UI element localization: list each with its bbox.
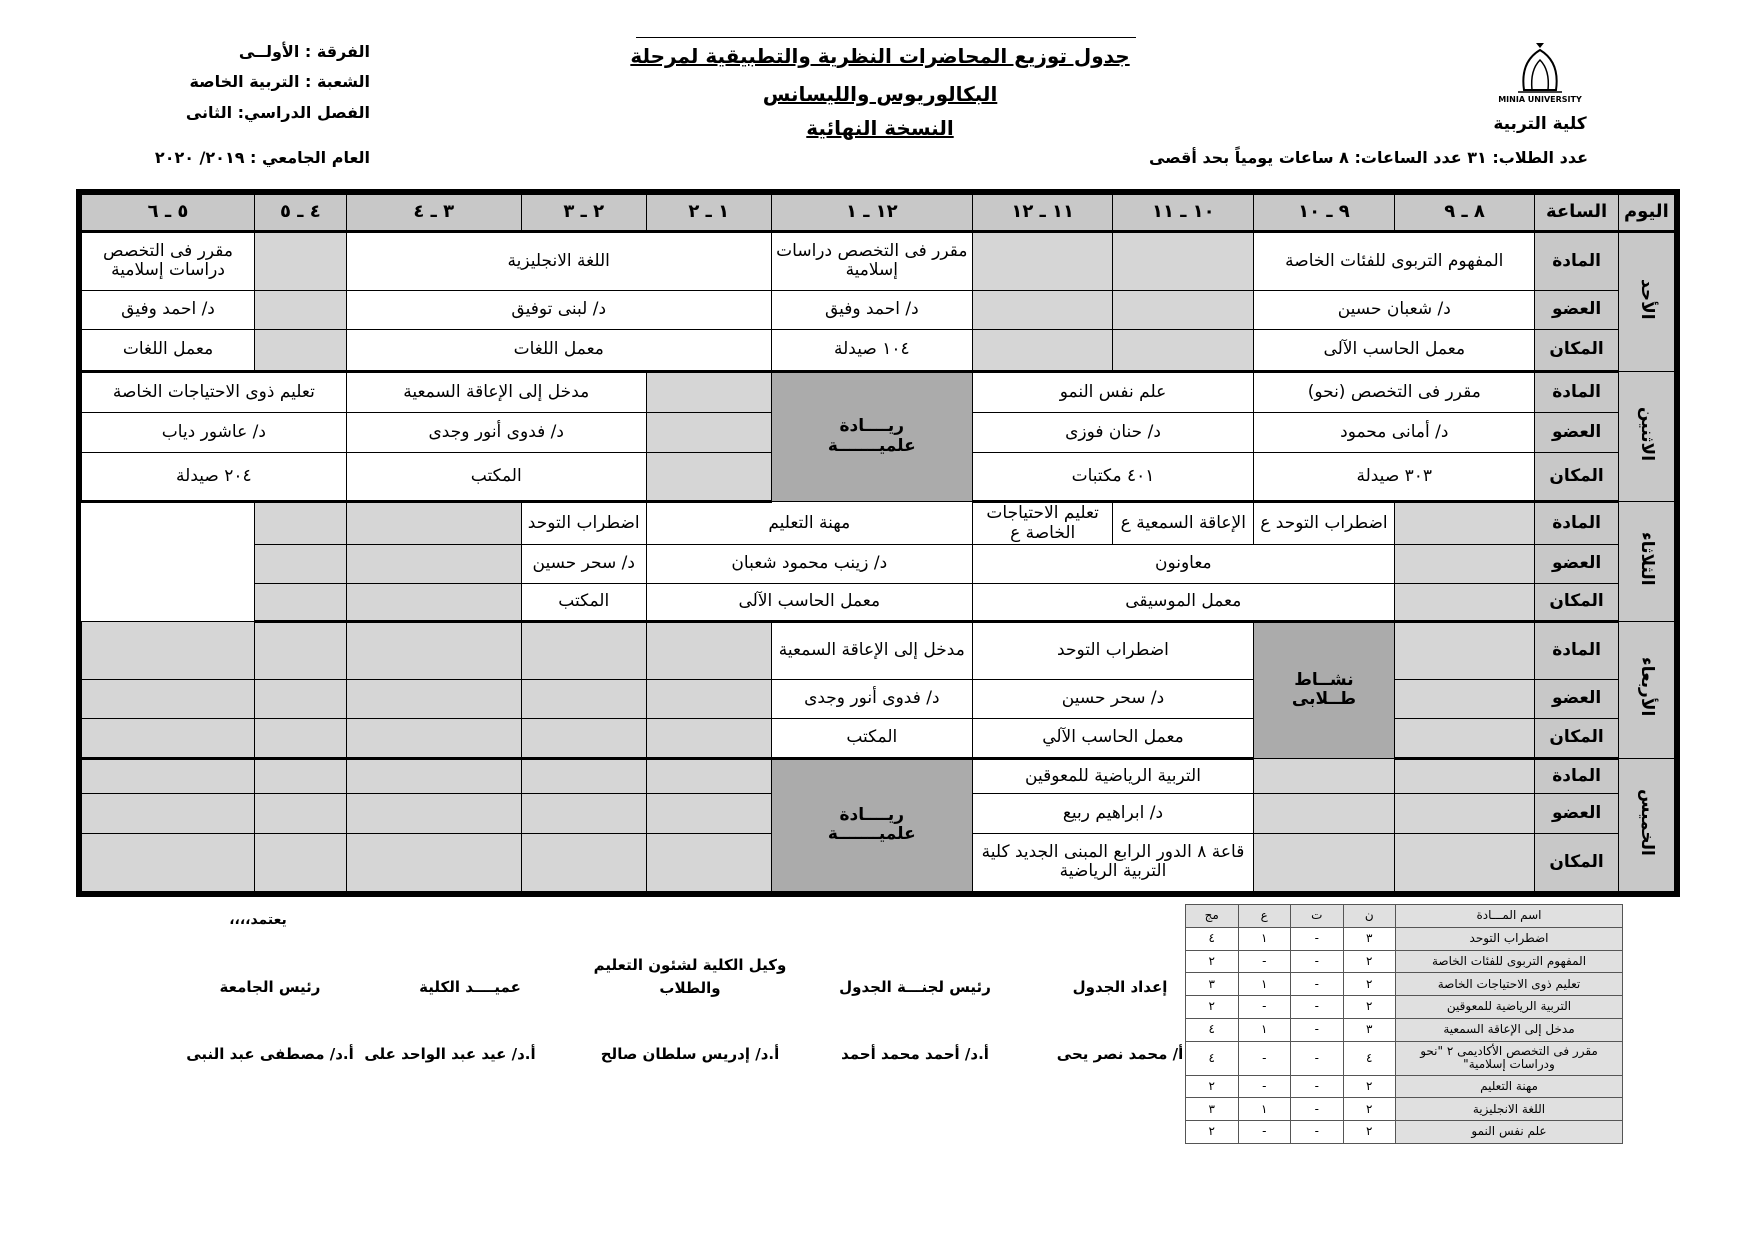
mon-member-3: د/ فدوى أنور وجدى — [346, 413, 646, 452]
empty-cell — [255, 621, 347, 679]
empty-cell — [82, 621, 255, 679]
empty-cell — [1394, 584, 1535, 621]
name-dean: أ.د/ عيد عبد الواحد على — [364, 1045, 536, 1063]
empty-cell — [646, 413, 771, 452]
empty-cell — [1394, 502, 1535, 545]
mon-place-1: ٣٠٣ صيدلة — [1254, 452, 1535, 502]
label-subject: المادة — [1535, 371, 1618, 413]
role-vice-dean: وكيل الكلية لشئون التعليم والطلاب — [593, 956, 787, 998]
empty-cell — [646, 680, 771, 719]
empty-cell — [82, 833, 255, 891]
col-3-4: ٣ ـ ٤ — [346, 195, 521, 232]
col-10-11: ١٠ ـ ١١ — [1113, 195, 1254, 232]
sun-place-3: معمل اللغات — [346, 329, 771, 371]
empty-cell — [1113, 290, 1254, 329]
sun-subject-3: اللغة الانجليزية — [346, 232, 771, 290]
sun-place-2: ١٠٤ صيدلة — [771, 329, 972, 371]
credit-row: التربية الرياضية للمعوقين ٢ - - ٢ — [1186, 996, 1623, 1019]
empty-cell — [1254, 758, 1395, 793]
label-subject: المادة — [1535, 758, 1618, 793]
col-5-6: ٥ ـ ٦ — [82, 195, 255, 232]
name-committee-head: أ.د/ أحمد محمد أحمد — [841, 1045, 989, 1063]
col-12-1: ١٢ ـ ١ — [771, 195, 972, 232]
sun-member-4: د/ احمد وفيق — [82, 290, 255, 329]
day-monday: الاثنين — [1618, 371, 1674, 502]
mon-subject-3: مدخل إلى الإعاقة السمعية — [346, 371, 646, 413]
tue-member-4: د/ زينب محمود شعبان — [646, 545, 972, 584]
wed-place-1: معمل الحاسب الآلي — [972, 719, 1253, 758]
title-rule — [636, 37, 1136, 38]
empty-cell — [521, 680, 646, 719]
tue-place-123: معمل الموسيقى — [972, 584, 1394, 621]
label-place: المكان — [1535, 719, 1618, 758]
sun-subject-2: مقرر فى التخصص دراسات إسلامية — [771, 232, 972, 290]
empty-cell — [972, 329, 1113, 371]
credit-row: مدخل إلى الإعاقة السمعية ٣ - ١ ٤ — [1186, 1018, 1623, 1041]
label-member: العضو — [1535, 794, 1618, 833]
empty-cell — [255, 232, 347, 290]
title-line-3: النسخة النهائية — [806, 116, 954, 140]
tue-member-123: معاونون — [972, 545, 1394, 584]
sun-member-3: د/ لبنى توفيق — [346, 290, 771, 329]
label-place: المكان — [1535, 329, 1618, 371]
mon-subject-1: مقرر فى التخصص (نحو) — [1254, 371, 1535, 413]
mon-subject-2: علم نفس النمو — [972, 371, 1253, 413]
role-prepared-by: إعداد الجدول — [1072, 978, 1168, 996]
col-8-9: ٨ ـ ٩ — [1394, 195, 1535, 232]
label-member: العضو — [1535, 545, 1618, 584]
sun-place-4: معمل اللغات — [82, 329, 255, 371]
title-line-2: البكالوريوس والليسانس — [762, 82, 998, 106]
empty-cell — [346, 833, 521, 891]
empty-cell — [1394, 794, 1535, 833]
credit-row: اضطراب التوحد ٣ - ١ ٤ — [1186, 927, 1623, 950]
wed-student-activity: نشــاط طــلابى — [1254, 621, 1395, 758]
empty-cell — [646, 371, 771, 413]
mon-member-1: د/ أمانى محمود — [1254, 413, 1535, 452]
credit-row: مقرر فى التخصص الأكاديمى ٢ "نحو ودراسات إسلامية" ٤ - - ٤ — [1186, 1041, 1623, 1075]
empty-cell — [255, 680, 347, 719]
thu-member-1: د/ ابراهيم ربيع — [972, 794, 1253, 833]
tue-subject-2: الإعاقة السمعية ع — [1113, 502, 1254, 545]
sun-subject-4: مقرر فى التخصص دراسات إسلامية — [82, 232, 255, 290]
mon-scientific-pioneering: ريــــادة علميـــــــة — [771, 371, 972, 502]
empty-cell — [1254, 833, 1395, 891]
empty-cell — [1394, 621, 1535, 679]
col-4-5: ٤ ـ ٥ — [255, 195, 347, 232]
empty-cell — [346, 502, 521, 545]
empty-cell — [1394, 680, 1535, 719]
day-sunday: الأحد — [1618, 232, 1674, 371]
col-1-2: ١ ـ ٢ — [646, 195, 771, 232]
day-wednesday: الأربعاء — [1618, 621, 1674, 758]
empty-cell — [255, 794, 347, 833]
empty-cell — [521, 758, 646, 793]
sun-member-2: د/ احمد وفيق — [771, 290, 972, 329]
empty-cell — [346, 621, 521, 679]
name-university-president: أ.د/ مصطفى عبد النبى — [186, 1045, 354, 1063]
tue-subject-1: اضطراب التوحد ع — [1254, 502, 1395, 545]
empty-cell — [346, 545, 521, 584]
mon-member-2: د/ حنان فوزى — [972, 413, 1253, 452]
empty-cell — [521, 833, 646, 891]
wed-subject-2: مدخل إلى الإعاقة السمعية — [771, 621, 972, 679]
empty-cell — [255, 290, 347, 329]
credit-row: اللغة الانجليزية ٢ - ١ ٣ — [1186, 1098, 1623, 1121]
sun-subject-1: المفهوم التربوى للفئات الخاصة — [1254, 232, 1535, 290]
col-hour: الساعة — [1535, 195, 1618, 232]
empty-cell — [646, 452, 771, 502]
empty-cell — [646, 794, 771, 833]
col-2-3: ٢ ـ ٣ — [521, 195, 646, 232]
credit-row: المفهوم التربوى للفئات الخاصة ٢ - - ٢ — [1186, 950, 1623, 973]
credit-header-t: ت — [1291, 905, 1344, 928]
empty-cell — [255, 502, 347, 545]
empty-cell — [346, 794, 521, 833]
sun-member-1: د/ شعبان حسين — [1254, 290, 1535, 329]
credit-row: تعليم ذوى الاحتياجات الخاصة ٢ - ١ ٣ — [1186, 973, 1623, 996]
mon-place-4: ٢٠٤ صيدلة — [82, 452, 347, 502]
empty-cell — [346, 680, 521, 719]
thu-place-1: قاعة ٨ الدور الرابع المبنى الجديد كلية التربية الرياضية — [972, 833, 1253, 891]
credit-hours-table — [1185, 904, 1623, 1144]
credit-header-a: ع — [1238, 905, 1291, 928]
empty-cell — [346, 584, 521, 621]
label-member: العضو — [1535, 680, 1618, 719]
empty-cell — [646, 758, 771, 793]
col-day: اليوم — [1618, 195, 1674, 232]
empty-cell — [521, 719, 646, 758]
mon-subject-4: تعليم ذوى الاحتياجات الخاصة — [82, 371, 347, 413]
empty-cell — [521, 794, 646, 833]
tue-place-4: معمل الحاسب الآلى — [646, 584, 972, 621]
title-line-1: جدول توزيع المحاضرات النظرية والتطبيقية لمرحلة — [630, 44, 1130, 68]
empty-cell — [346, 719, 521, 758]
info-semester: الفصل الدراسي: الثانى — [185, 103, 370, 122]
empty-cell — [255, 758, 347, 793]
name-prepared-by: أ/ محمد نصر يحى — [1056, 1045, 1184, 1063]
faculty-name: كلية التربية — [1493, 114, 1587, 134]
mon-member-4: د/ عاشور دياب — [82, 413, 347, 452]
mon-place-2: ٤٠١ مكتبات — [972, 452, 1253, 502]
credit-row: علم نفس النمو ٢ - - ٢ — [1186, 1121, 1623, 1144]
info-year: العام الجامعي : ٢٠١٩/ ٢٠٢٠ — [154, 148, 370, 167]
empty-cell — [82, 719, 255, 758]
info-division: الشعبة : التربية الخاصة — [189, 72, 370, 91]
credit-header-n: ن — [1343, 905, 1396, 928]
empty-cell — [346, 758, 521, 793]
empty-cell — [255, 833, 347, 891]
credit-header-name: اسم المـــادة — [1396, 905, 1623, 928]
wed-member-2: د/ فدوى أنور وجدى — [771, 680, 972, 719]
thu-scientific-pioneering: ريــــادة علميـــــــة — [771, 758, 972, 891]
timetable — [76, 189, 1680, 897]
label-subject: المادة — [1535, 232, 1618, 290]
empty-cell — [1254, 794, 1395, 833]
university-logo — [1490, 40, 1590, 112]
empty-cell — [82, 758, 255, 793]
day-thursday: الخميس — [1618, 758, 1674, 891]
label-place: المكان — [1535, 452, 1618, 502]
role-committee-head: رئيس لجنـــة الجدول — [839, 978, 991, 996]
empty-cell — [255, 719, 347, 758]
label-member: العضو — [1535, 290, 1618, 329]
empty-cell — [972, 290, 1113, 329]
tue-subject-5: اضطراب التوحد — [521, 502, 646, 545]
label-place: المكان — [1535, 833, 1618, 891]
empty-cell — [255, 545, 347, 584]
day-tuesday: الثلاثاء — [1618, 502, 1674, 622]
empty-cell — [1394, 758, 1535, 793]
logo-text: MINIA UNIVERSITY — [1498, 95, 1582, 104]
wed-subject-1: اضطراب التوحد — [972, 621, 1253, 679]
sun-place-1: معمل الحاسب الآلى — [1254, 329, 1535, 371]
label-subject: المادة — [1535, 621, 1618, 679]
empty-cell — [972, 232, 1113, 290]
thu-subject-1: التربية الرياضية للمعوقين — [972, 758, 1253, 793]
name-vice-dean: أ.د/ إدريس سلطان صالح — [600, 1045, 780, 1063]
empty-cell — [82, 794, 255, 833]
wed-member-1: د/ سحر حسين — [972, 680, 1253, 719]
label-member: العضو — [1535, 413, 1618, 452]
empty-cell — [646, 833, 771, 891]
empty-cell — [646, 719, 771, 758]
tue-place-5: المكتب — [521, 584, 646, 621]
mon-place-3: المكتب — [346, 452, 646, 502]
tue-subject-3: تعليم الاحتياجات الخاصة ع — [972, 502, 1113, 545]
tue-subject-4: مهنة التعليم — [646, 502, 972, 545]
empty-cell — [1113, 329, 1254, 371]
empty-cell — [255, 329, 347, 371]
role-dean: عميــــد الكلية — [419, 978, 521, 996]
role-university-president: رئيس الجامعة — [219, 978, 321, 996]
empty-cell — [1394, 833, 1535, 891]
empty-cell — [1394, 545, 1535, 584]
empty-cell — [1113, 232, 1254, 290]
label-subject: المادة — [1535, 502, 1618, 545]
empty-cell — [255, 584, 347, 621]
label-place: المكان — [1535, 584, 1618, 621]
empty-cell — [1394, 719, 1535, 758]
credit-row: مهنة التعليم ٢ - - ٢ — [1186, 1075, 1623, 1098]
approved-label: يعتمد،،،، — [229, 912, 287, 928]
students-hours-line: عدد الطلاب: ٣١ عدد الساعات: ٨ ساعات يومياً بحد أقصى — [1148, 148, 1588, 167]
credit-header-total: مج — [1186, 905, 1239, 928]
empty-cell — [521, 621, 646, 679]
col-9-10: ٩ ـ ١٠ — [1254, 195, 1395, 232]
empty-cell — [646, 621, 771, 679]
wed-place-2: المكتب — [771, 719, 972, 758]
empty-cell — [82, 680, 255, 719]
col-11-12: ١١ ـ ١٢ — [972, 195, 1113, 232]
tue-member-5: د/ سحر حسين — [521, 545, 646, 584]
info-grade: الفرقة : الأولــى — [238, 42, 370, 61]
